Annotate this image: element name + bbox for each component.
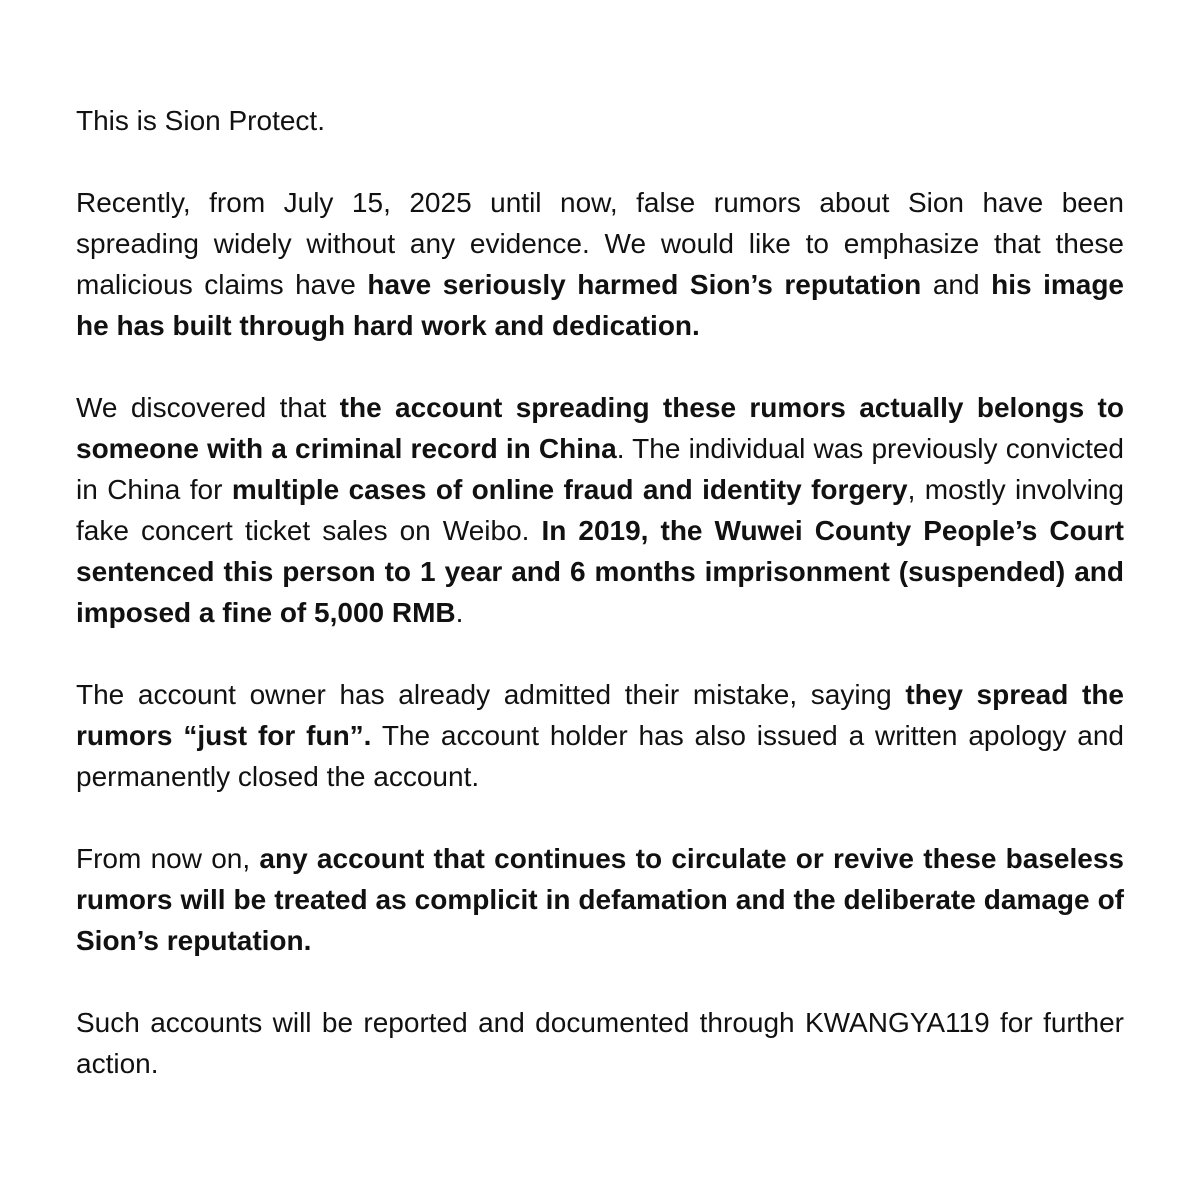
bold-span: his image he has built through hard work and dedication. [76, 269, 1125, 341]
text-span: Recently, from July 15, 2025 until now, false rumors about Sion have been spreading widely without any evidence. We would like to emphasize that these malicious claims have [76, 187, 1124, 300]
statement-document [76, 100, 1124, 1084]
text-span: The account holder has also issued a written apology and permanently closed the account. [76, 720, 1124, 792]
text-span: From now on, [76, 843, 260, 874]
discovery-paragraph [76, 387, 1124, 633]
text-span: We discovered that [76, 392, 340, 423]
bold-span: multiple cases of online fraud and identity forgery [231, 474, 908, 505]
bold-span: they spread the rumors “just for fun”. [76, 679, 1124, 751]
intro-paragraph: This is Sion Protect. [76, 105, 325, 136]
bold-span: any account that continues to circulate or revive these baseless rumors will be treated as complicit in defamation and the deliberate damage of Sion’s reputation. [76, 843, 1125, 956]
text-span: . [455, 597, 464, 628]
report-paragraph: Such accounts will be reported and documented through KWANGYA119 for further action. [76, 1007, 1124, 1079]
text-span: and [921, 269, 992, 300]
text-span: , mostly involving fake concert ticket sales on Weibo. [76, 474, 1124, 546]
bold-span: have seriously harmed Sion’s reputation [367, 269, 922, 300]
text-span: The account owner has already admitted their mistake, saying [76, 679, 906, 710]
bold-span: the account spreading these rumors actually belongs to someone with a criminal record in China [76, 392, 1124, 464]
rumor-paragraph [76, 182, 1124, 346]
apology-paragraph [76, 674, 1124, 797]
warning-paragraph [76, 838, 1124, 961]
text-span: . The individual was previously convicted in China for [76, 433, 1124, 505]
bold-span: In 2019, the Wuwei County People’s Court sentenced this person to 1 year and 6 months imprisonment (suspended) and imposed a fine of 5,000 RMB [76, 515, 1124, 628]
